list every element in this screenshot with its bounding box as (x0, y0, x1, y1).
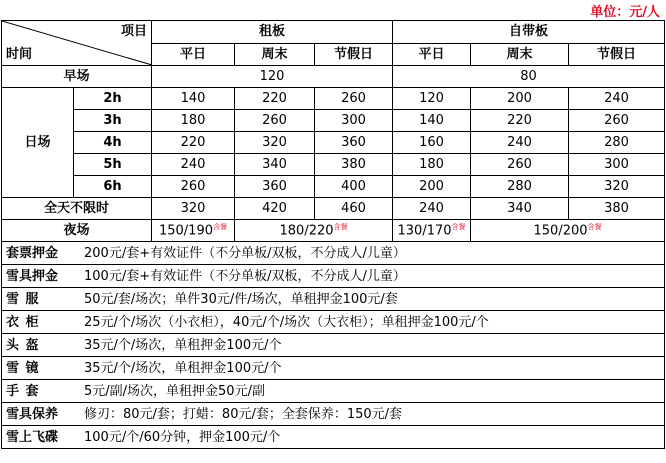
price-cell: 240 (569, 88, 665, 110)
note-row (2, 242, 665, 265)
price-cell: 200 (471, 88, 569, 110)
price-cell: 400 (315, 176, 393, 198)
package-note: 含餐 (451, 222, 466, 231)
rent-weekday-header: 平日 (152, 43, 235, 66)
price-cell: 380 (315, 154, 393, 176)
package-note: 含餐 (333, 222, 348, 231)
note-row (2, 265, 665, 288)
allday-label: 全天不限时 (2, 198, 152, 220)
price-cell: 300 (569, 154, 665, 176)
unit-label: 单位：元/人 (590, 5, 660, 20)
price-cell: 220 (235, 88, 315, 110)
hours-label: 3h (74, 110, 152, 132)
price-cell: 340 (235, 154, 315, 176)
hours-label: 2h (74, 88, 152, 110)
morning-row (2, 66, 665, 88)
note-row (2, 403, 665, 426)
note-row (2, 311, 665, 334)
price-cell: 120 (393, 88, 471, 110)
note-label: 雪具保养 (6, 406, 59, 422)
price-cell: 300 (315, 110, 393, 132)
price-cell: 320 (235, 132, 315, 154)
note-label: 手套 (6, 383, 46, 399)
price-table (1, 20, 665, 449)
day-row (2, 176, 665, 198)
price-cell: 260 (235, 110, 315, 132)
note-row (2, 334, 665, 357)
price-cell: 420 (235, 198, 315, 220)
package-note: 含餐 (587, 222, 602, 231)
note-text: 5元/副/场次，单租押金50元/副 (84, 383, 265, 399)
price-cell: 220 (471, 110, 569, 132)
day-label: 日场 (2, 88, 74, 198)
price-cell: 360 (315, 132, 393, 154)
note-label: 衣柜 (6, 314, 46, 330)
night-own-weekend: $150/200^{含餐}$ (471, 220, 665, 242)
item-header: 项目 (120, 24, 147, 39)
note-text: 100元/套+有效证件（不分单板/双板，不分成人/儿童） (84, 268, 406, 284)
hours-label: 6h (74, 176, 152, 198)
price-cell: 320 (152, 198, 235, 220)
night-row (2, 220, 665, 242)
night-rent-weekend: $180/220^{含餐}$ (235, 220, 393, 242)
price-cell: 380 (569, 198, 665, 220)
price-cell: 240 (152, 154, 235, 176)
note-text: 25元/个/场次（小衣柜），40元/个/场次（大衣柜）；单租押金100元/个 (84, 314, 489, 330)
price-cell: 280 (569, 132, 665, 154)
morning-label: 早场 (2, 66, 152, 88)
note-label: 雪服 (6, 291, 46, 307)
note-row (2, 357, 665, 380)
price-cell: 220 (152, 132, 235, 154)
note-text: 100元/个/60分钟，押金100元/个 (84, 429, 281, 445)
price-cell: 260 (152, 176, 235, 198)
note-label: 雪具押金 (6, 268, 59, 284)
night-label: 夜场 (2, 220, 152, 242)
price-cell: 280 (471, 176, 569, 198)
price-cell: 260 (569, 110, 665, 132)
morning-own-price: 80 (393, 66, 665, 88)
rent-holiday-header: 节假日 (315, 43, 393, 66)
note-row (2, 288, 665, 311)
note-text: 修刃：80元/套；打蜡：80元/套；全套保养：150元/套 (84, 406, 403, 422)
note-text: 35元/个/场次，单租押金100元/个 (84, 337, 282, 353)
hours-label: 5h (74, 154, 152, 176)
package-note: 含餐 (213, 222, 227, 231)
price-cell: 180 (152, 110, 235, 132)
own-header: 自带板 (393, 21, 665, 44)
morning-rent-price: 120 (152, 66, 393, 88)
price-cell: 460 (315, 198, 393, 220)
note-text: 35元/个/场次，单租押金100元/个 (84, 360, 282, 376)
day-row (2, 132, 665, 154)
rent-weekend-header: 周末 (235, 43, 315, 66)
price-cell: 140 (152, 88, 235, 110)
rent-header: 租板 (152, 21, 393, 44)
note-label: 套票押金 (6, 245, 59, 261)
time-header: 时间 (6, 47, 33, 62)
price-cell: 240 (393, 198, 471, 220)
day-row (2, 88, 665, 110)
price-cell: 160 (393, 132, 471, 154)
price-cell: 360 (235, 176, 315, 198)
night-own-weekday: $130/170^{含餐}$ (393, 220, 471, 242)
note-row (2, 426, 665, 449)
hours-label: 4h (74, 132, 152, 154)
note-label: 头盔 (6, 337, 46, 353)
price-cell: 140 (393, 110, 471, 132)
price-cell: 200 (393, 176, 471, 198)
price-cell: 260 (471, 154, 569, 176)
price-cell: 340 (471, 198, 569, 220)
allday-row (2, 198, 665, 220)
own-weekend-header: 周末 (471, 43, 569, 66)
note-label: 雪上飞碟 (6, 429, 59, 445)
day-row (2, 110, 665, 132)
price-cell: 260 (315, 88, 393, 110)
note-text: 50元/套/场次；单件30元/件/场次，单租押金100元/套 (84, 291, 398, 307)
note-row (2, 380, 665, 403)
day-row (2, 154, 665, 176)
price-cell: 240 (471, 132, 569, 154)
price-cell: 180 (393, 154, 471, 176)
note-label: 雪镜 (6, 360, 46, 376)
own-holiday-header: 节假日 (569, 43, 665, 66)
night-rent-weekday: $150/190^{含餐}$ (152, 220, 235, 242)
corner-header (2, 21, 152, 66)
own-weekday-header: 平日 (393, 43, 471, 66)
price-cell: 320 (569, 176, 665, 198)
note-text: 200元/套+有效证件（不分单板/双板，不分成人/儿童） (84, 245, 406, 261)
